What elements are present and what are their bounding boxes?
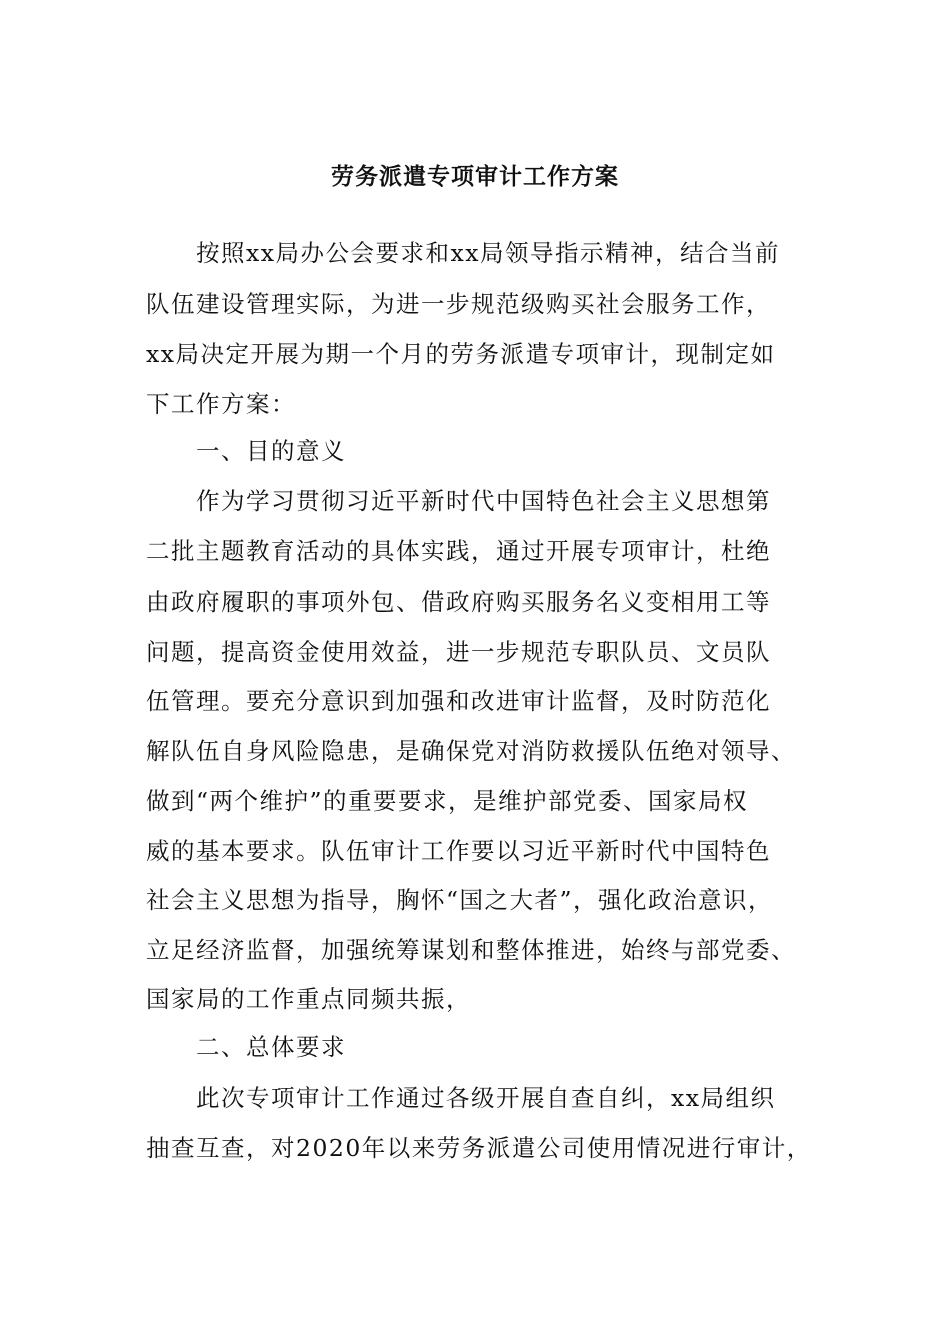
paragraph-line: 下工作方案： bbox=[146, 390, 296, 418]
paragraph-line: xx局决定开展为期一个月的劳务派遣专项审计，现制定如 bbox=[146, 340, 776, 368]
paragraph-line: 解队伍自身风险隐患，是确保党对消防救援队伍绝对领导、 bbox=[146, 737, 796, 765]
document-title: 劳务派遣专项审计工作方案 bbox=[331, 163, 619, 190]
paragraph-line: 由政府履职的事项外包、借政府购买服务名义变相用工等 bbox=[146, 588, 771, 616]
section-heading: 二、总体要求 bbox=[196, 1033, 346, 1061]
paragraph-line: 伍管理。要充分意识到加强和改进审计监督，及时防范化 bbox=[146, 687, 771, 715]
paragraph-line: 做到“两个维护”的重要要求，是维护部党委、国家局权 bbox=[146, 787, 749, 815]
paragraph-line: 社会主义思想为指导，胸怀“国之大者”，强化政治意识， bbox=[146, 886, 774, 914]
paragraph-line: 二批主题教育活动的具体实践，通过开展专项审计，杜绝 bbox=[146, 537, 771, 565]
paragraph-line: 作为学习贯彻习近平新时代中国特色社会主义思想第 bbox=[196, 487, 771, 515]
paragraph-line: 抽查互查，对2020年以来劳务派遣公司使用情况进行审计， bbox=[146, 1134, 812, 1162]
paragraph-line: 威的基本要求。队伍审计工作要以习近平新时代中国特色 bbox=[146, 837, 771, 865]
paragraph-line: 队伍建设管理实际，为进一步规范级购买社会服务工作， bbox=[146, 290, 771, 318]
paragraph-line: 问题，提高资金使用效益，进一步规范专职队员、文员队 bbox=[146, 638, 771, 666]
paragraph-line: 立足经济监督，加强统筹谋划和整体推进，始终与部党委、 bbox=[146, 936, 796, 964]
paragraph-line: 按照xx局办公会要求和xx局领导指示精神，结合当前 bbox=[196, 239, 781, 267]
section-heading: 一、目的意义 bbox=[196, 437, 346, 465]
paragraph-line: 国家局的工作重点同频共振， bbox=[146, 985, 471, 1013]
paragraph-line: 此次专项审计工作通过各级开展自查自纠，xx局组织 bbox=[196, 1084, 776, 1112]
